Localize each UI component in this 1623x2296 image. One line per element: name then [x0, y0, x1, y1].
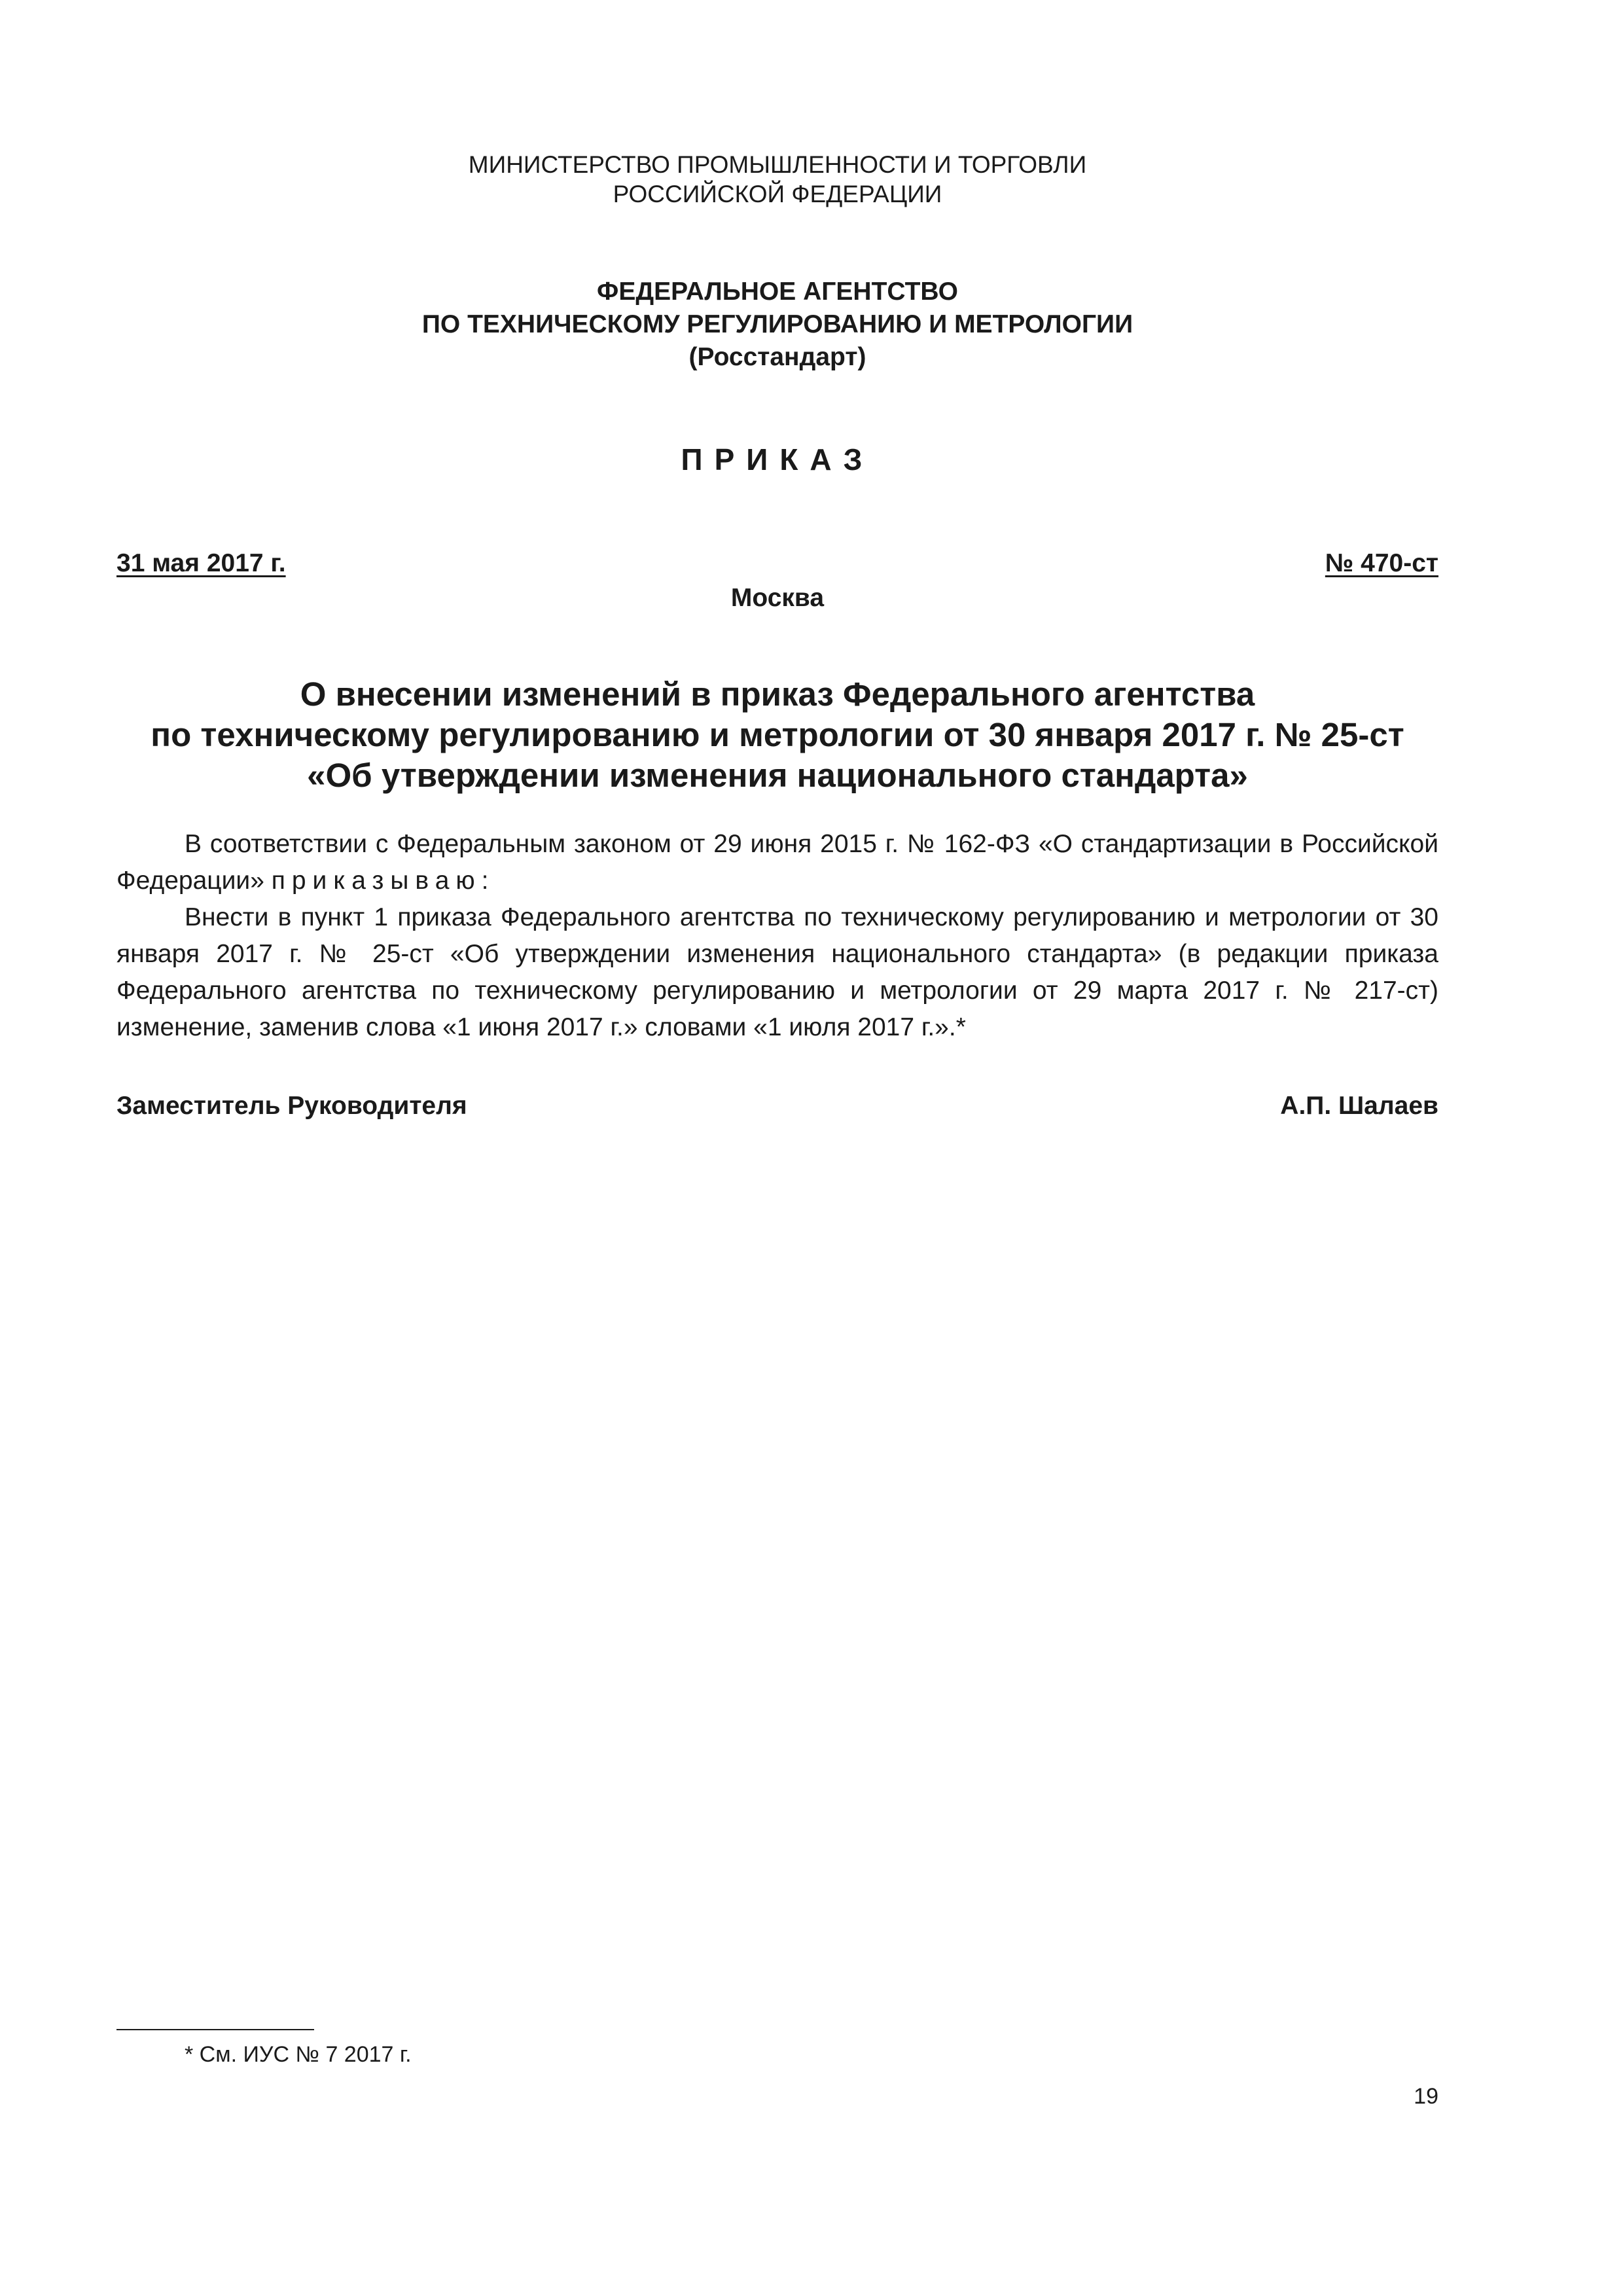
order-heading: ПРИКАЗ [681, 442, 874, 476]
ministry-name-line2: РОССИЙСКОЙ ФЕДЕРАЦИИ [613, 181, 942, 207]
order-number: № 470-ст [1325, 549, 1438, 577]
order-body [116, 826, 1438, 1046]
order-city: Москва [730, 584, 825, 612]
page-number: 19 [1414, 2084, 1438, 2109]
order-date-number-row [116, 547, 1438, 581]
signatory-name: А.П. Шалаев [1280, 1092, 1438, 1120]
ministry-name-line1: МИНИСТЕРСТВО ПРОМЫШЛЕННОСТИ И ТОРГОВЛИ [468, 151, 1087, 178]
body-paragraph-1-text: В соответствии с Федеральным законом от 29 июня 2015 г. № 162-ФЗ «О стандартизации в Российской Федерации» [116, 830, 1438, 895]
footnote: * См. ИУС № 7 2017 г. [185, 2042, 412, 2067]
signatory-role: Заместитель Руководителя [116, 1092, 467, 1120]
signature-row [116, 1088, 1438, 1124]
agency-name-line2: ПО ТЕХНИЧЕСКОМУ РЕГУЛИРОВАНИЮ И МЕТРОЛОГИИ [421, 310, 1133, 338]
order-directive-word: приказываю: [271, 867, 495, 895]
footnote-divider [116, 2029, 314, 2030]
order-title-line1: О внесении изменений в приказ Федерального агентства [300, 675, 1255, 713]
body-paragraph-1 [116, 826, 1438, 899]
body-paragraph-2: Внести в пункт 1 приказа Федерального агентства по техническому регулированию и метрологии от 30 января 2017 г. № 25-ст «Об утверждении изменения национального стандарта» (в редакции приказа Федерального агентства по техническому регулированию и метрологии от 29 марта 2017 г. № 217-ст) изменение, заменив слова «1 июня 2017 г.» словами «1 июля 2017 г.».* [116, 903, 1438, 1041]
agency-short-name: (Росстандарт) [688, 343, 866, 371]
order-title-line3: «Об утверждении изменения национального стандарта» [307, 757, 1248, 794]
order-date: 31 мая 2017 г. [116, 549, 286, 577]
order-title-line2: по техническому регулированию и метрологии от 30 января 2017 г. № 25-ст [151, 716, 1404, 753]
agency-name-line1: ФЕДЕРАЛЬНОЕ АГЕНТСТВО [597, 278, 958, 306]
